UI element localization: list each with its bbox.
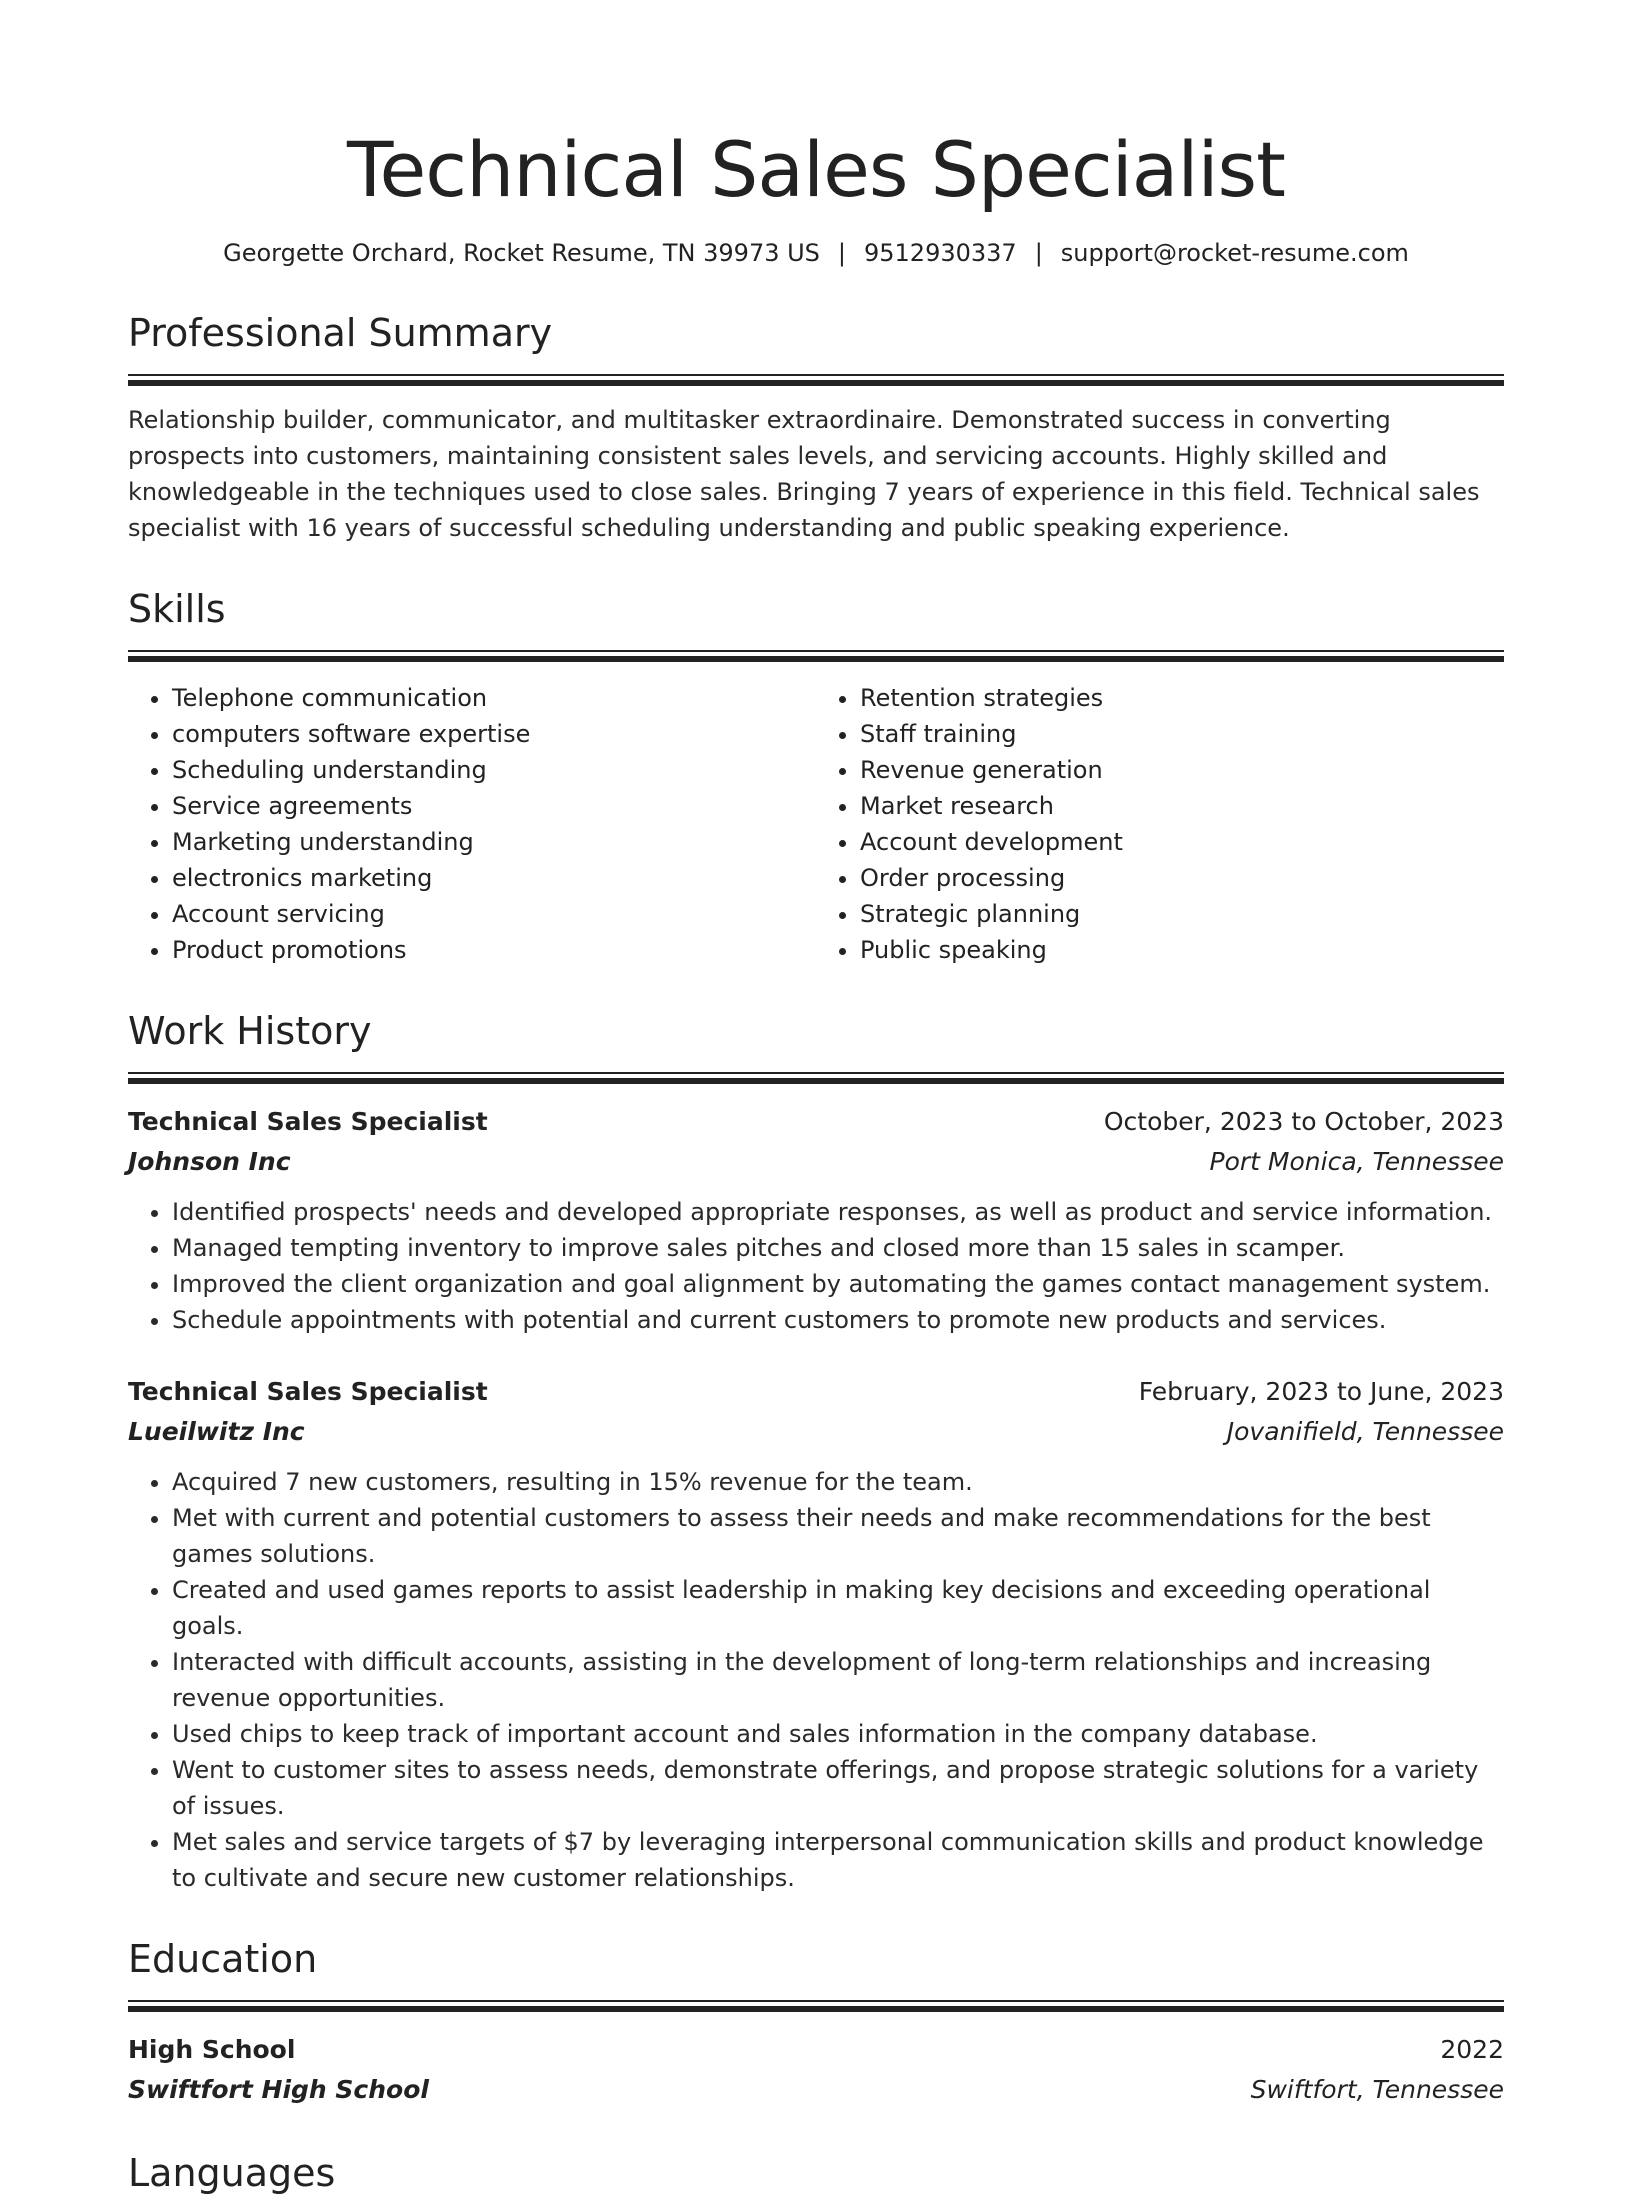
contact-phone: 9512930337 [864,239,1017,267]
job-company-row [128,1412,1504,1452]
skill-item: • Strategic planning [860,896,1504,932]
education-entry [128,2030,1504,2110]
skills-heading: Skills [128,587,226,631]
skills-list [128,680,1504,968]
work-history-heading: Work History [128,1009,372,1053]
languages-heading: Languages [128,2151,336,2195]
job-bullet: • Met with current and potential customers to assess their needs and make recommendations for the best games solutions. [172,1500,1504,1572]
skill-item: • Account development [860,824,1504,860]
job-location: Jovanifield, Tennessee [1226,1417,1504,1446]
job-bullet: • Interacted with difficult accounts, assisting in the development of long-term relationships and increasing revenue opportunities. [172,1644,1504,1716]
contact-address: Georgette Orchard, Rocket Resume, TN 39973 US [223,239,820,267]
job-bullet: • Acquired 7 new customers, resulting in 15% revenue for the team. [172,1464,1504,1500]
job-company: Johnson Inc [128,1147,291,1176]
skills-column-left [128,680,816,968]
education-heading: Education [128,1937,318,1981]
resume-title: Technical Sales Specialist [347,125,1285,214]
job-entry [128,1372,1504,1896]
skill-item: • Scheduling understanding [172,752,816,788]
skill-item: • Public speaking [860,932,1504,968]
education-location: Swiftfort, Tennessee [1250,2075,1504,2104]
job-bullet: • Improved the client organization and goal alignment by automating the games contact management system. [172,1266,1504,1302]
job-bullets [128,1464,1504,1896]
job-title: Technical Sales Specialist [128,1107,488,1136]
summary-text: Relationship builder, communicator, and multitasker extraordinaire. Demonstrated success in converting prospects into customers, maintaining consistent sales levels, and servicing accounts. Highly skilled and knowledgeable in the techniques used to close sales. Bringing 7 years of experience in this field. Technical sales specialist with 16 years of successful scheduling understanding and public speaking experience. [128,406,1480,542]
job-bullets [128,1194,1504,1338]
job-bullet: • Managed tempting inventory to improve sales pitches and closed more than 15 sales in scamper. [172,1230,1504,1266]
job-entry [128,1102,1504,1338]
job-header-row [128,1372,1504,1412]
job-bullet: • Used chips to keep track of important account and sales information in the company database. [172,1716,1504,1752]
job-dates: February, 2023 to June, 2023 [1138,1377,1504,1406]
job-title: Technical Sales Specialist [128,1377,488,1406]
skill-item: • Telephone communication [172,680,816,716]
skill-item: • Account servicing [172,896,816,932]
skill-item: • electronics marketing [172,860,816,896]
section-divider [128,650,1504,662]
skill-item: • Service agreements [172,788,816,824]
education-header-row [128,2030,1504,2070]
education-school-row [128,2070,1504,2110]
summary-heading: Professional Summary [128,311,553,355]
section-divider [128,2000,1504,2012]
skill-item: • Revenue generation [860,752,1504,788]
job-company-row [128,1142,1504,1182]
skill-item: • Staff training [860,716,1504,752]
job-bullet: • Schedule appointments with potential and current customers to promote new products and services. [172,1302,1504,1338]
skill-item: • computers software expertise [172,716,816,752]
section-divider [128,374,1504,386]
education-degree: High School [128,2035,296,2064]
education-school: Swiftfort High School [128,2075,429,2104]
job-bullet: • Went to customer sites to assess needs, demonstrate offerings, and propose strategic solutions for a variety of issues. [172,1752,1504,1824]
contact-separator: | [1034,239,1043,267]
job-bullet: • Created and used games reports to assist leadership in making key decisions and exceeding operational goals. [172,1572,1504,1644]
skill-item: • Product promotions [172,932,816,968]
job-dates: October, 2023 to October, 2023 [1103,1107,1504,1136]
skill-item: • Order processing [860,860,1504,896]
contact-separator: | [837,239,846,267]
education-year: 2022 [1440,2035,1504,2064]
skill-item: • Marketing understanding [172,824,816,860]
skill-item: • Market research [860,788,1504,824]
job-location: Port Monica, Tennessee [1209,1147,1504,1176]
section-divider [128,1072,1504,1084]
contact-line [128,236,1504,270]
skills-column-right [816,680,1504,968]
contact-email: support@rocket-resume.com [1060,239,1409,267]
job-bullet: • Identified prospects' needs and developed appropriate responses, as well as product and service information. [172,1194,1504,1230]
job-company: Lueilwitz Inc [128,1417,305,1446]
job-header-row [128,1102,1504,1142]
job-bullet: • Met sales and service targets of $7 by leveraging interpersonal communication skills and product knowledge to cultivate and secure new customer relationships. [172,1824,1504,1896]
skill-item: • Retention strategies [860,680,1504,716]
